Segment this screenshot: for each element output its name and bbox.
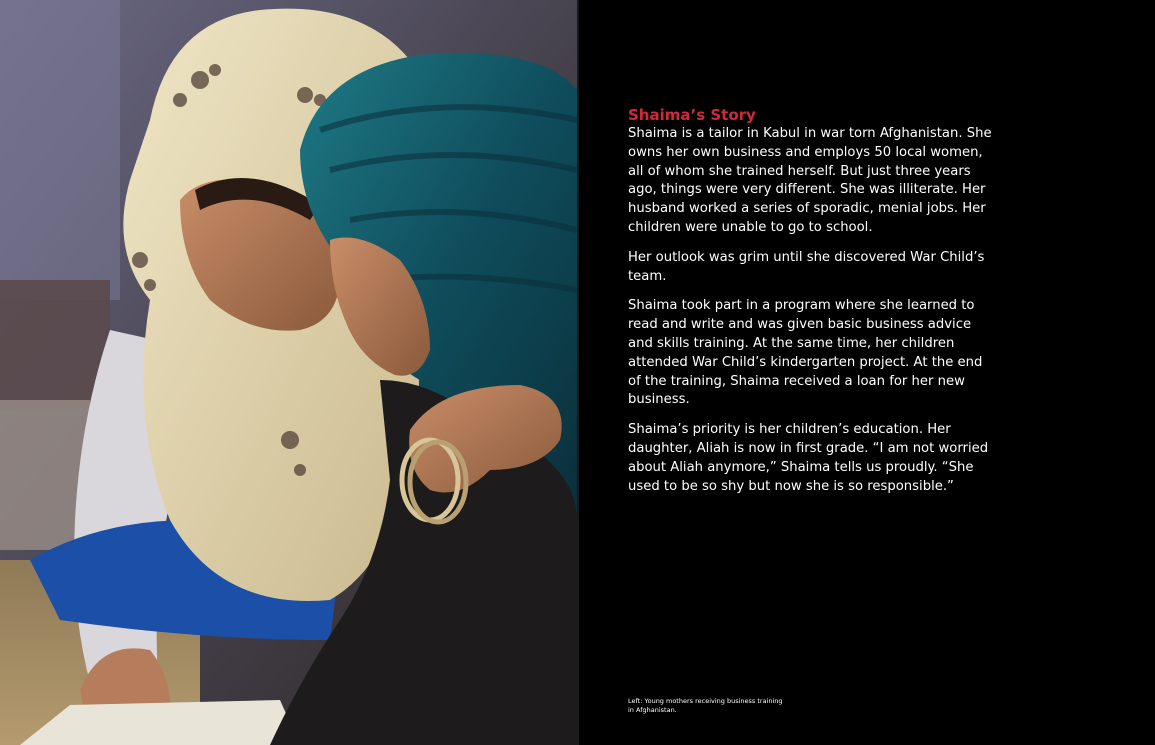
story-paragraph-1: Shaima is a tailor in Kabul in war torn Afghanistan. She owns her own business and employs 50 local women, all of whom she trained herself. But just three years ago, things were very different. She was illiterate. Her husband worked a series of sporadic, menial jobs. Her children were unable to go to school. xyxy=(628,126,992,235)
photo-caption: Left: Young mothers receiving business training in Afghanistan. xyxy=(628,697,783,714)
photo-illustration xyxy=(0,0,577,745)
story-title: Shaima’s Story xyxy=(628,106,756,124)
story-paragraph-2: Her outlook was grim until she discovered War Child’s team. xyxy=(628,249,985,284)
story-paragraph-4: Shaima’s priority is her children’s education. Her daughter, Aliah is now in first grade. “I am not worried about Aliah anymore,” Shaima tells us proudly. “She used to be so shy but now she is so responsible.” xyxy=(628,422,989,494)
story-block xyxy=(628,106,998,507)
page-gutter xyxy=(577,0,579,745)
story-paragraph-3: Shaima took part in a program where she learned to read and write and was given basic business advice and skills training. At the same time, her children attended War Child’s kindergarten project. At the end of the training, Shaima received a loan for her new business. xyxy=(628,298,983,408)
photo-young-mothers xyxy=(0,0,577,745)
